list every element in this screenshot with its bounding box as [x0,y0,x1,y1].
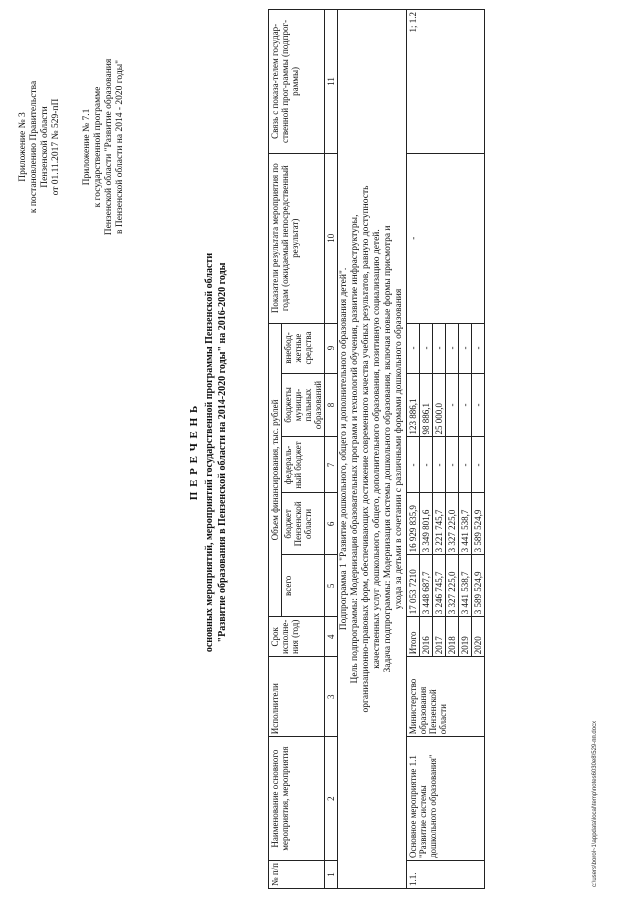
regional-cell: 16 929 835,9 [407,493,420,555]
total-cell: 3 589 524,9 [472,555,485,617]
year-cell: 2018 [446,617,459,657]
total-cell: 3 448 687,7 [420,555,433,617]
file-path-footer: c:\users\borol~1\appdata\local\temp\notes6030e8\529-пп.docx [592,720,598,887]
appendix-program-line-2: к государственной программе [93,86,103,208]
column-number: 8 [325,373,338,437]
total-cell: 17 053 7210 [407,555,420,617]
extra-cell: - [472,323,485,373]
subprogram-section [338,10,407,889]
header-executor: Исполнители [269,657,325,737]
column-number: 6 [325,493,338,555]
federal-cell: - [420,437,433,493]
column-number-row [325,10,338,889]
municipal-cell: - [459,373,472,437]
appendix-program-line-3: Пензенской области "Развитие образования [104,58,114,236]
subprogram-goal-line-2: организационно-правовых форм, обеспечивающих достижение современного качества учебных результатов, равную доступность [361,185,371,713]
subprogram-row [338,10,407,889]
year-cell: 2017 [433,617,446,657]
extra-cell: - [446,323,459,373]
activity-executor: Министерство образования Пензенской области [407,657,485,737]
header-name: Наименование основного мероприятия, мероприятия [269,737,325,861]
header-total: всего [282,555,325,617]
subprogram-task-line-2: ухода за детьми в сочетании с различными формами дошкольного образования [394,288,404,610]
column-number: 5 [325,555,338,617]
regional-cell: 3 327 225,0 [446,493,459,555]
activity-row-total [407,10,420,889]
appendix-program-line-4: в Пензенской области на 2014 - 2020 годы" [115,60,125,234]
header-municipal: бюджеты муници-пальных образований [282,373,325,437]
municipal-cell: 123 886,1 [407,373,420,437]
appendix-main-line-4: от 01.11.2017 № 529-пП [51,98,61,196]
regional-cell: 3 221 745,7 [433,493,446,555]
subprogram-task-line-1: Задача подпрограммы: Модернизация системы дошкольного образования, включая новые формы присмотра и [383,225,393,673]
municipal-cell: 98 886,1 [420,373,433,437]
indicator-cell: - [407,153,485,323]
municipal-cell: - [446,373,459,437]
federal-cell: - [459,437,472,493]
header-row-1 [269,10,282,889]
column-number: 9 [325,323,338,373]
header-num: № п/п [269,861,325,889]
extra-cell: - [433,323,446,373]
document-subtitle-line-1: основных мероприятий, мероприятий государственной программы Пензенской области [204,252,215,653]
column-number: 2 [325,737,338,861]
subprogram-goal-line-3: качественных услуг дошкольного, общего, дополнительного образования, позитивную социализацию детей. [372,229,382,669]
total-cell: 3 441 538,7 [459,555,472,617]
header-regional: бюджет Пензенской области [282,493,325,555]
municipal-cell: - [472,373,485,437]
federal-cell: - [407,437,420,493]
federal-cell: - [446,437,459,493]
column-number: 11 [325,10,338,154]
subprogram-title: Подпрограмма 1 "Развитие дошкольного, общего и дополнительного образования детей". [339,267,349,631]
column-number: 4 [325,617,338,657]
year-cell: Итого [407,617,420,657]
year-cell: 2020 [472,617,485,657]
link-cell: 1; 1.2 [407,10,485,154]
activity-num: 1.1. [407,861,485,889]
header-term: Срок исполне-ния (год) [269,617,325,657]
total-cell: 3 246 745,7 [433,555,446,617]
header-finance: Объем финансирования, тыс. рублей [269,323,282,617]
federal-cell: - [472,437,485,493]
header-federal: федераль-ный бюджет [282,437,325,493]
extra-cell: - [407,323,420,373]
header-link: Связь с показа-телем государ-ственной прог-раммы (подпрог-раммы) [269,10,325,154]
appendix-program-block [82,17,126,277]
document-title: П Е Р Е Ч Е Н Ь [188,404,200,501]
column-number: 10 [325,153,338,323]
appendix-program-line-1: Приложение № 7.1 [82,108,92,186]
regional-cell: 3 349 801,6 [420,493,433,555]
appendix-main-line-2: к постановлению Правительства [29,80,39,214]
column-number: 3 [325,657,338,737]
appendix-main-line-3: Пензенской области [40,106,50,188]
header-extra: внебюд-жетные средства [282,323,325,373]
municipal-cell: 25 000,0 [433,373,446,437]
extra-cell: - [459,323,472,373]
year-cell: 2019 [459,617,472,657]
regional-cell: 3 441 538,7 [459,493,472,555]
subprogram-goal-line-1: Цель подпрограммы: Модернизация образовательных программ и технологий обучения, развитие инфраструктуры, [350,214,360,684]
column-number: 1 [325,861,338,889]
year-cell: 2016 [420,617,433,657]
federal-cell: - [433,437,446,493]
activity-name: Основное мероприятие 1.1 "Развитие системы дошкольного образования" [407,737,485,861]
regional-cell: 3 589 524,9 [472,493,485,555]
extra-cell: - [420,323,433,373]
column-number: 7 [325,437,338,493]
appendix-main-line-1: Приложение № 3 [18,112,28,182]
appendix-main-block [18,17,62,277]
activities-table [268,9,485,889]
document-subtitle-line-2: "Развитие образования в Пензенской области на 2014-2020 годы" на 2016-2020 годы [217,262,228,643]
total-cell: 3 327 225,0 [446,555,459,617]
header-indicators: Показатели результата мероприятия по годам (ожидаемый непосредственный результат) [269,153,325,323]
